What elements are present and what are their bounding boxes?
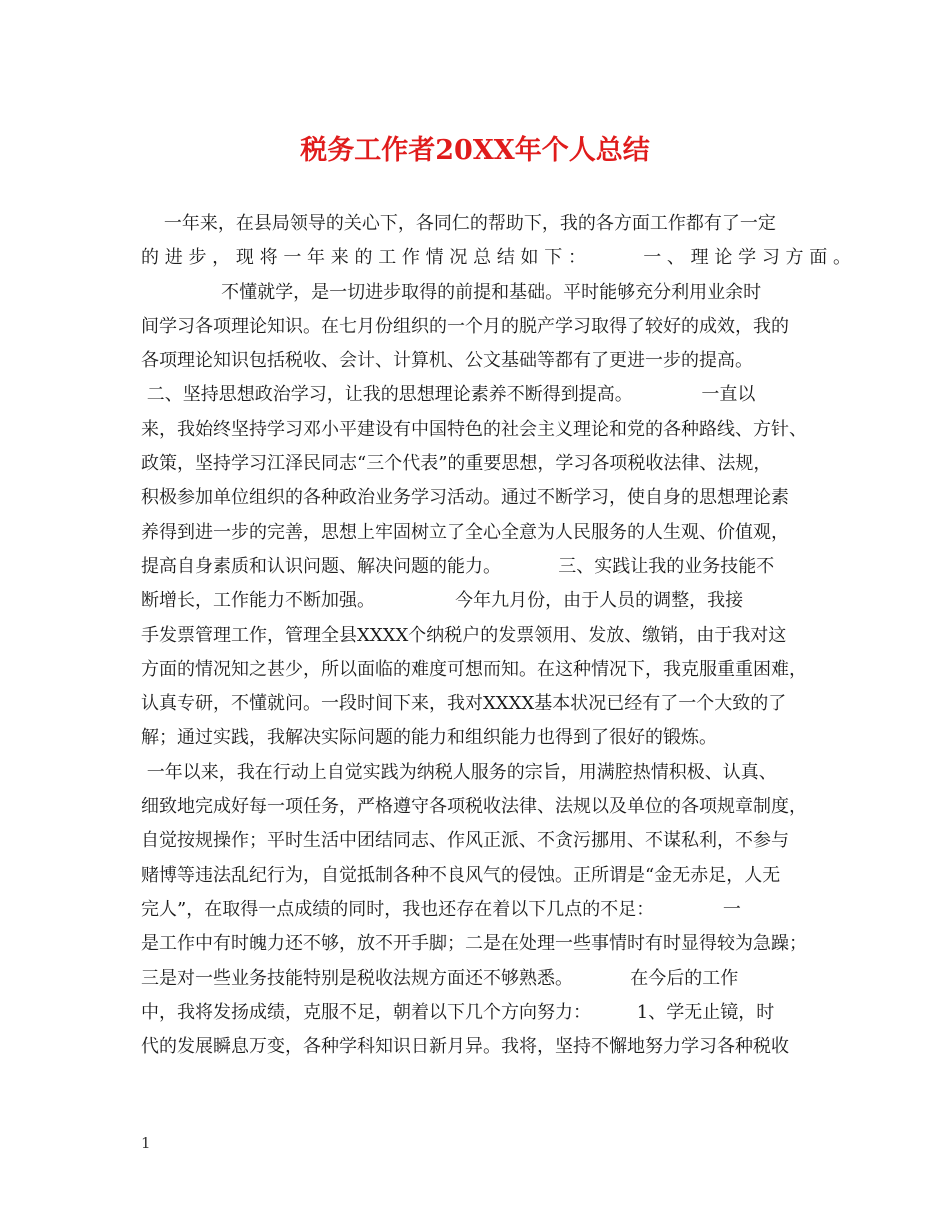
body-line: 一年以来，我在行动上自觉实践为纳税人服务的宗旨，用满腔热情积极、认真、 [141, 761, 777, 783]
body-line: 养得到进一步的完善，思想上牢固树立了全心全意为人民服务的人生观、价值观， [141, 521, 789, 543]
body-line: 方面的情况知之甚少，所以面临的难度可想而知。在这种情况下，我克服重重困难， [141, 658, 807, 680]
body-line: 二、坚持思想政治学习，让我的思想理论素养不断得到提高。 一直以 [141, 384, 756, 406]
body-line: 一年来，在县局领导的关心下，各同仁的帮助下，我的各方面工作都有了一定 [141, 213, 776, 234]
body-line: 解；通过实践，我解决实际问题的能力和组织能力也得到了很好的锻炼。 [141, 727, 717, 749]
body-line: 三是对一些业务技能特别是税收法规方面还不够熟悉。 在今后的工作 [141, 967, 739, 989]
body-line: 认真专研，不懂就问。一段时间下来，我对XXXX基本状况已经有了一个大致的了 [141, 693, 787, 715]
document-body [141, 207, 851, 1064]
body-line: 政策，坚持学习江泽民同志“三个代表”的重要思想，学习各项税收法律、法规， [141, 453, 772, 475]
body-line: 是工作中有时魄力还不够，放不开手脚；二是在处理一些事情时有时显得较为急躁； [141, 933, 807, 955]
page-number: 1 [141, 1134, 151, 1152]
body-line: 中，我将发扬成绩，克服不足，朝着以下几个方向努力： 1、学无止镜，时 [141, 1001, 775, 1023]
document-title: 税务工作者20XX年个人总结 [300, 135, 650, 166]
body-line: 手发票管理工作，管理全县XXXX个纳税户的发票领用、发放、缴销，由于我对这 [141, 624, 787, 646]
body-line: 代的发展瞬息万变，各种学科知识日新月异。我将，坚持不懈地努力学习各种税收 [141, 1036, 789, 1058]
body-line: 自觉按规操作；平时生活中团结同志、作风正派、不贪污挪用、不谋私利，不参与 [141, 830, 789, 852]
body-line: 来，我始终坚持学习邓小平建设有中国特色的社会主义理论和党的各种路线、方针、 [141, 418, 807, 440]
body-line: 的 进 步 ， 现 将 一 年 来 的 工 作 情 况 总 结 如 下 ： 一 、 理 论 学 习 方 面 。 [141, 247, 851, 269]
body-line: 不懂就学，是一切进步取得的前提和基础。平时能够充分利用业余时 [141, 281, 762, 303]
body-line: 提高自身素质和认识问题、解决问题的能力。 三、实践让我的业务技能不 [141, 555, 775, 577]
body-line: 间学习各项理论知识。在七月份组织的一个月的脱产学习取得了较好的成效，我的 [141, 315, 789, 337]
body-line: 各项理论知识包括税收、会计、计算机、公文基础等都有了更进一步的提高。 [141, 350, 753, 372]
body-line: 完人”，在取得一点成绩的同时，我也还存在着以下几点的不足： 一 [141, 898, 741, 920]
body-line: 断增长，工作能力不断加强。 今年九月份，由于人员的调整，我接 [141, 590, 744, 612]
body-line: 积极参加单位组织的各种政治业务学习活动。通过不断学习，使自身的思想理论素 [141, 487, 789, 509]
body-line: 赌博等违法乱纪行为，自觉抵制各种不良风气的侵蚀。正所谓是“金无赤足，人无 [141, 864, 781, 886]
body-line: 细致地完成好每一项任务，严格遵守各项税收法律、法规以及单位的各项规章制度， [141, 796, 807, 818]
